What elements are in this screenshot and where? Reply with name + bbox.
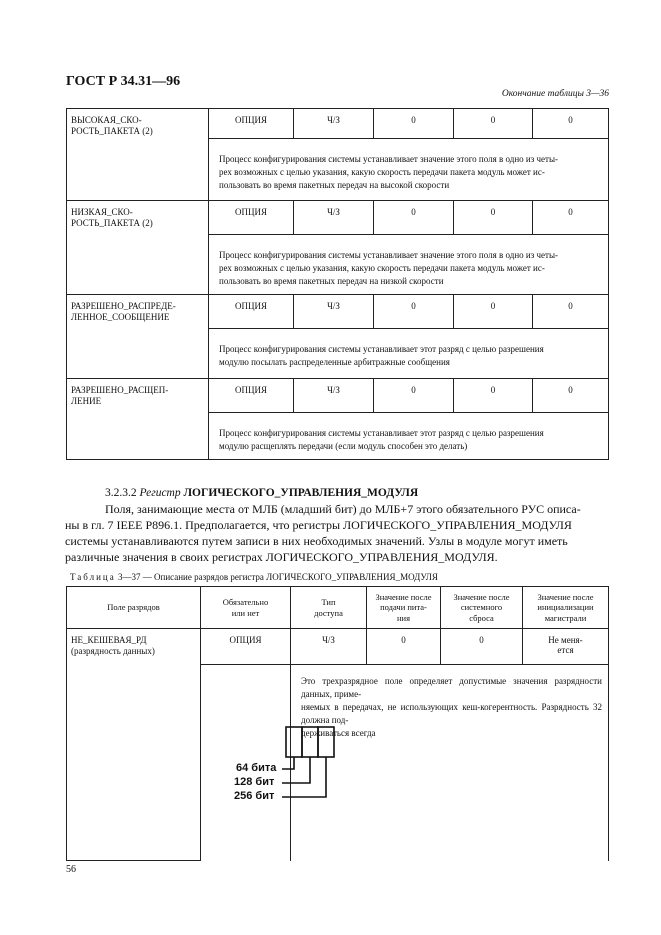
- field-name-line: РАЗРЕШЕНО_РАСЩЕП-: [71, 385, 169, 396]
- value-cell: 0: [533, 295, 609, 329]
- description-line: Процесс конфигурирования системы устанавливает значение этого поля в одно из четы-: [219, 250, 559, 260]
- value-cell: 0: [454, 201, 533, 235]
- section-prefix: Регистр: [139, 487, 181, 499]
- value-cell: ОПЦИЯ: [209, 109, 294, 139]
- value-cell: 0: [374, 295, 454, 329]
- bit-box: [286, 727, 302, 757]
- bit-leader: [282, 757, 294, 769]
- table-row: [67, 379, 609, 413]
- value-cell: ОПЦИЯ: [201, 629, 291, 665]
- bit-label-64: 64 бита: [236, 762, 277, 774]
- field-name-cell: [67, 295, 209, 379]
- bit-leader: [282, 757, 310, 783]
- field-name-cell: [67, 201, 209, 295]
- table-3-37-caption: Таблица 3—37 — Описание разрядов регистра ЛОГИЧЕСКОГО_УПРАВЛЕНИЯ_МОДУЛЯ: [70, 572, 438, 582]
- column-header: Значение после подачи пита- ния: [367, 587, 441, 629]
- section-paragraph: [65, 501, 609, 565]
- field-name-line: ЛЕННОЕ_СООБЩЕНИЕ: [71, 311, 170, 322]
- table-row: [67, 295, 609, 329]
- field-name-cell: НЕ_КЕШЕВАЯ_РД (разрядность данных): [67, 629, 201, 861]
- column-header: Значение после системного сброса: [441, 587, 523, 629]
- description-line: Процесс конфигурирования системы устанавливает этот разряд с целью разрешения: [219, 428, 544, 439]
- bit-box: [302, 727, 318, 757]
- description-cell: [209, 329, 609, 379]
- value-cell: Ч/З: [294, 295, 374, 329]
- section-title: ЛОГИЧЕСКОГО_УПРАВЛЕНИЯ_МОДУЛЯ: [183, 487, 419, 499]
- description-line: пользовать во время пакетных передач на низкой скорости: [219, 276, 444, 287]
- description-line: Процесс конфигурирования системы устанавливает значение этого поля в одно из четы-: [219, 154, 559, 164]
- description-cell: [209, 413, 609, 460]
- value-cell: 0: [374, 201, 454, 235]
- column-header: Значение после инициализации магистрали: [523, 587, 609, 629]
- field-name-cell: [67, 109, 209, 201]
- description-cell: [209, 139, 609, 201]
- value-cell: Ч/З: [291, 629, 367, 665]
- table-row: [67, 109, 609, 139]
- value-cell: ОПЦИЯ: [209, 379, 294, 413]
- section-number: 3.2.3.2: [105, 487, 137, 499]
- field-name-line: РАЗРЕШЕНО_РАСПРЕДЕ-: [71, 301, 176, 312]
- paragraph-line: ны в гл. 7 IEEE P896.1. Предполагается, что регистры ЛОГИЧЕСКОГО_УПРАВЛЕНИЯ_МОДУЛЯ: [65, 518, 572, 532]
- column-header: Поле разрядов: [67, 587, 201, 629]
- page-number: 56: [66, 864, 76, 875]
- description-line: рех возможных с целью указания, какую скорость передачи пакета модуль может ис-: [219, 263, 545, 274]
- value-cell: ОПЦИЯ: [209, 201, 294, 235]
- field-name-line: ЛЕНИЕ: [71, 395, 102, 406]
- value-cell: 0: [374, 379, 454, 413]
- description-line: рех возможных с целью указания, какую скорость передачи пакета модуль может ис-: [219, 167, 545, 178]
- field-name-line: ВЫСОКАЯ_СКО-: [71, 115, 142, 125]
- value-cell: Ч/З: [294, 379, 374, 413]
- field-name-line: РОСТЬ_ПАКЕТА (2): [71, 217, 153, 228]
- value-cell: ОПЦИЯ: [209, 295, 294, 329]
- table-3-36: [66, 108, 609, 460]
- value-cell: 0: [367, 629, 441, 665]
- paragraph-line: системы устанавливаются путем записи в них необходимых значений. Узлы в модуле могут иметь: [65, 534, 568, 548]
- field-name-cell: [67, 379, 209, 460]
- bit-leader: [282, 757, 326, 797]
- table-continuation-label: Окончание таблицы 3—36: [501, 89, 609, 99]
- description-cell: Это трехразрядное поле определяет допустимые значения разрядности данных, приме- няемых в передачах, не использующих кеш-когерентность. Разрядность 32 должна под- держиваться всегда: [291, 665, 609, 861]
- bit-box: [318, 727, 334, 757]
- document-header: ГОСТ Р 34.31—96: [66, 74, 181, 89]
- column-header: Тип доступа: [291, 587, 367, 629]
- description-line: модулю посылать распределенные арбитражные сообщения: [219, 357, 450, 368]
- paragraph-line: Поля, занимающие места от МЛБ (младший бит) до МЛБ+7 этого обязательного РУС описа-: [105, 502, 581, 516]
- description-line: модулю расщеплять передачи (если модуль способен это делать): [219, 441, 468, 452]
- paragraph-line: различные значения в своих регистрах ЛОГИЧЕСКОГО_УПРАВЛЕНИЯ_МОДУЛЯ.: [65, 550, 498, 564]
- value-cell: Не меня- ется: [523, 629, 609, 665]
- section-heading: [105, 487, 418, 499]
- description-line: Процесс конфигурирования системы устанавливает этот разряд с целью разрешения: [219, 344, 544, 355]
- value-cell: 0: [533, 109, 609, 139]
- value-cell: 0: [533, 201, 609, 235]
- column-header: Обязательно или нет: [201, 587, 291, 629]
- value-cell: 0: [454, 295, 533, 329]
- value-cell: Ч/З: [294, 201, 374, 235]
- value-cell: 0: [533, 379, 609, 413]
- description-line: пользовать во время пакетных передач на высокой скорости: [219, 180, 450, 191]
- value-cell: 0: [454, 109, 533, 139]
- field-name-line: НИЗКАЯ_СКО-: [71, 207, 133, 217]
- value-cell: Ч/З: [294, 109, 374, 139]
- description-cell: [209, 235, 609, 295]
- field-name-line: РОСТЬ_ПАКЕТА (2): [71, 125, 153, 136]
- value-cell: 0: [374, 109, 454, 139]
- value-cell: 0: [441, 629, 523, 665]
- bit-label-128: 128 бит: [234, 776, 275, 788]
- value-cell: 0: [454, 379, 533, 413]
- bit-label-256: 256 бит: [234, 790, 275, 802]
- table-row: [67, 201, 609, 235]
